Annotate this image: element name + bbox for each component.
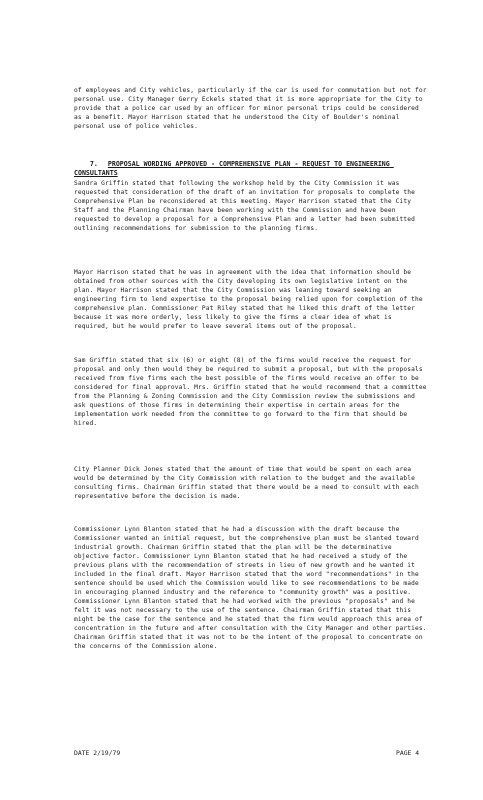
paragraph-mayor-agreement: Mayor Harrison stated that he was in agreement with the idea that information should be obtained from other sources with the City developing its own legislative intent on the plan. Mayor Harrison stated that the City Commission was leaning toward seeking an engineering firm to lend expertise to the proposal being relied upon for completion of the comprehensive plan. Commissioner Pat Riley stated that he liked this draft of the letter because it was more orderly, less likely to give the firms a clear idea of what is required, but he would prefer to leave several items out of the proposal. xyxy=(74,269,427,330)
section-title: PROPOSAL WORDING APPROVED - COMPREHENSIVE PLAN - REQUEST TO ENGINEERING CONSULTANTS xyxy=(74,160,394,178)
section-number: 7. xyxy=(89,160,98,169)
footer-date: DATE 2/19/79 xyxy=(74,749,121,757)
paragraph-vehicle-use: of employees and City vehicles, particularly if the car is used for commutation but not for personal use. City Manager Gerry Eckels stated that it is more appropriate for the City to provide that a police car used by an officer for minor personal trips could be considered as a benefit. Mayor Harrison stated that he understood the City of Boulder's nominal personal use of police vehicles. xyxy=(74,87,431,130)
paragraph-firms: Sam Griffin stated that six (6) or eight (8) of the firms would receive the request for proposal and only then would they be required to submit a proposal, but with the proposals received from five firms each the best possible of the firms would receive an offer to be considered for final approval. Mrs. Griffin stated that he would recommend that a committee from the Planning & Zoning Commission and the City Commission review the submissions and ask questions of those firms in determining their expertise in certain areas for the implementation work needed from the committee to go forward to the firm that should be hired. xyxy=(74,357,431,427)
paragraph-industrial-growth: Commissioner Lynn Blanton stated that he had a discussion with the draft because the Commissioner wanted an initial request, but the comprehensive plan must be slanted toward industrial growth. Chairman Griffin stated that the plan will be the determinative objective factor. Commissioner Lynn Blanton stated that he had received a study of the previous plans with the recommendation of streets in lieu of new growth and he wanted it included in the final draft. Mayor Harrison stated that the word "recommendations" in the sentence should be used which the Commission would like to see recommendations to be made in encouraging planned industry and the reference to "community growth" was a positive. Commissioner Lynn Blanton stated that he had worked with the previous "proposals" and he felt it was not necessary to the use of the sentence. Chairman Griffin stated that this might be the case for the sentence and he stated that the firm would approach this area of concentration in the future and after consultation with the City Manager and other parties. Chairman Griffin stated that it was not to be the intent of the proposal to concentrate on the concerns of the Commission alone. xyxy=(74,526,431,650)
paragraph-planner: City Planner Dick Jones stated that the amount of time that would be spent on each area would be determined by the City Commission with relation to the budget and the available consulting firms. Chairman Griffin stated that there would be a need to consult with each representative before the decision is made. xyxy=(74,466,423,500)
paragraph-workshop: Sandra Griffin stated that following the workshop held by the City Commission it was requested that consideration of the draft of an invitation for proposals to complete the Comprehensive Plan be reconsidered at this meeting. Mayor Harrison stated that the City Staff and the Planning Chairman have been working with the Commission and have been requested to develop a proposal for a Comprehensive Plan and a letter had been submitted outlining recommendations for submission to the planning firms. xyxy=(74,180,419,232)
footer-page-number: PAGE 4 xyxy=(396,749,420,757)
